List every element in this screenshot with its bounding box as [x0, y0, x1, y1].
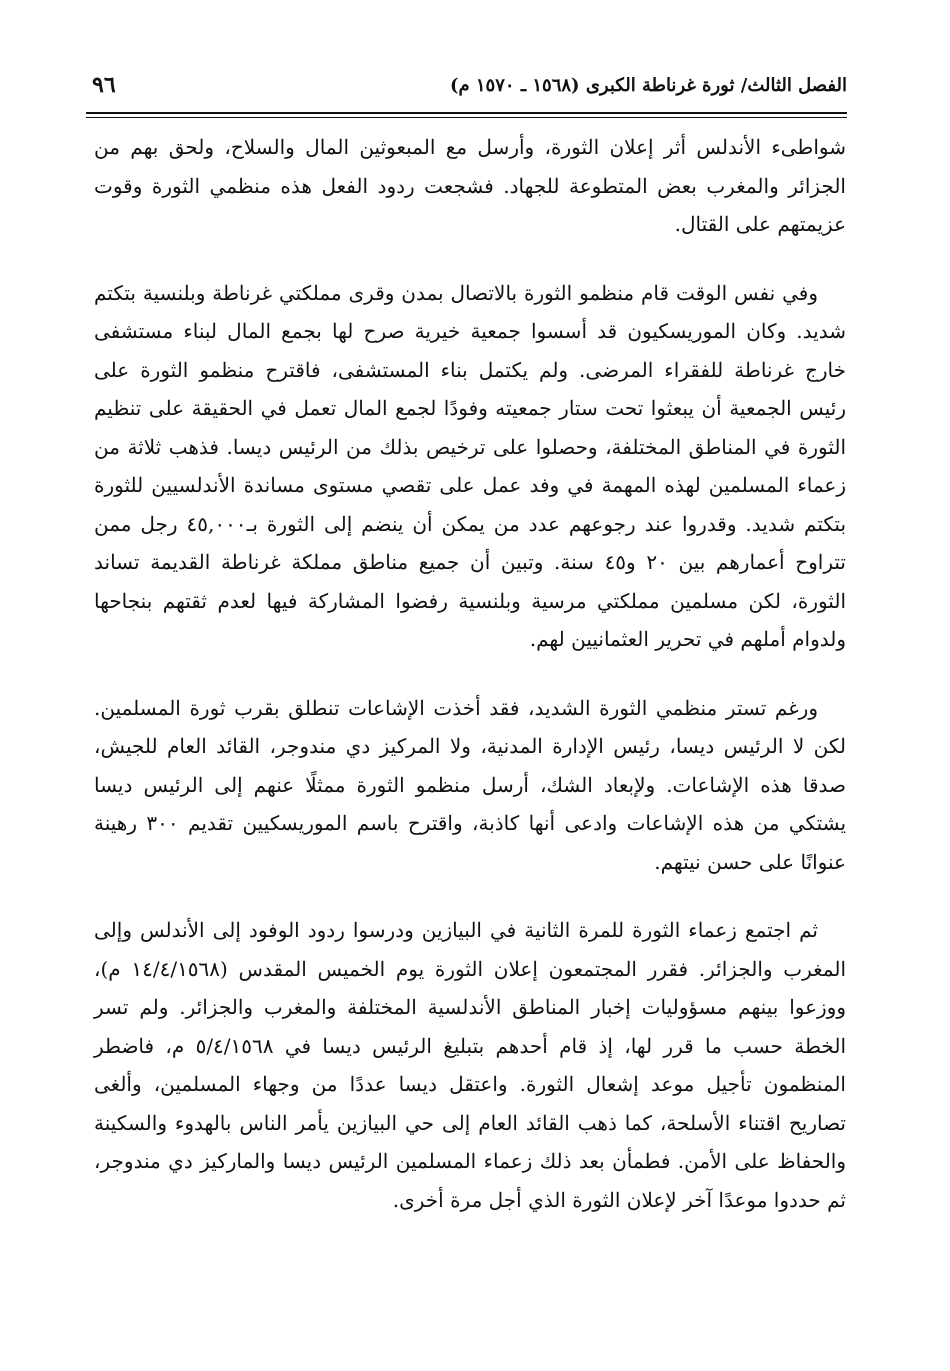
scan-mark	[435, 1340, 447, 1350]
paragraph-2: وفي نفس الوقت قام منظمو الثورة بالاتصال بمدن وقرى مملكتي غرناطة وبلنسية بتكتم شديد. وكان الموريسكيون قد أسسوا جمعية خيرية صرح لها بجمع المال لبناء مستشفى خارج غرناطة للفقراء المرضى. ولم يكتمل بناء المستشفى، فاقترح منظمو الثورة على رئيس الجمعية أن يبعثوا تحت ستار جمعيته وفودًا لجمع المال تعمل في الحقيقة على تنظيم الثورة في المناطق المختلفة، وحصلوا على ترخيص بذلك من الرئيس ديسا. فذهب ثلاثة من زعماء المسلمين لهذه المهمة في وفد عمل على تقصي مستوى مساندة الأندلسيين للثورة بتكتم شديد. وقدروا عند رجوعهم عدد من يمكن أن ينضم إلى الثورة بـ٤٥,٠٠٠ رجل ممن تتراوح أعمارهم بين ٢٠ و٤٥ سنة. وتبين أن جميع مناطق مملكة غرناطة القديمة تساند الثورة، لكن مسلمين مملكتي مرسية وبلنسية رفضوا المشاركة فيها لعدم ثقتهم بنجاحها ولدوام أملهم في تحرير العثمانيين لهم.	[94, 280, 847, 651]
header-divider-thin	[86, 117, 847, 118]
paragraph-4: ثم اجتمع زعماء الثورة للمرة الثانية في البيازين ودرسوا ردود الوفود إلى الأندلس وإلى المغرب والجزائر. فقرر المجتمعون إعلان الثورة يوم الخميس المقدس (١٤/٤/١٥٦٨ م)، ووزعوا بينهم مسؤوليات إخبار المناطق الأندلسية المختلفة والمغرب والجزائر. ولم تسر الخطة حسب ما قرر لها، إذ قام أحدهم بتبليغ الرئيس ديسا في ٥/٤/١٥٦٨ م، فاضطر المنظمون تأجيل موعد إشعال الثورة. واعتقل ديسا عددًا من وجهاء المسلمين، وألغى تصاريح اقتناء الأسلحة، كما ذهب القائد العام إلى حي البيازين يأمر الناس بالهدوء والسكينة والحفاظ على الأمن. فطمأن بعد ذلك زعماء المسلمين الرئيس ديسا والماركيز دي مندوجر، ثم حددوا موعدًا آخر لإعلان الثورة الذي أجل مرة أخرى.	[94, 918, 846, 1212]
chapter-title: الفصل الثالث/ ثورة غرناطة الكبرى (١٥٦٨ ـ ١٥٧٠ م)	[449, 74, 847, 96]
header-divider-thick	[86, 112, 847, 114]
page-number: ٩٦	[92, 72, 116, 98]
paragraph-3: ورغم تستر منظمي الثورة الشديد، فقد أخذت الإشاعات تنطلق بقرب ثورة المسلمين. لكن لا الرئيس ديسا، رئيس الإدارة المدنية، ولا المركيز دي مندوجر، القائد العام للجيش، صدقا هذه الإشاعات. ولإبعاد الشك، أرسل منظمو الثورة ممثلًا عنهم إلى الرئيس ديسا يشتكي من هذه الإشاعات وادعى أنها كاذبة، واقترح باسم الموريسكيين تقديم ٣٠٠ رهينة عنوانًا على حسن نيتهم.	[94, 695, 847, 874]
page-body	[94, 128, 846, 1219]
page-header	[92, 66, 847, 104]
paragraph-1: شواطىء الأندلس أثر إعلان الثورة، وأرسل مع المبعوثين المال والسلاح، ولحق بهم من الجزائر والمغرب بعض المتطوعة للجهاد. فشجعت ردود الفعل هذه منظمي الثورة وقوت عزيمتهم على القتال.	[94, 135, 846, 236]
